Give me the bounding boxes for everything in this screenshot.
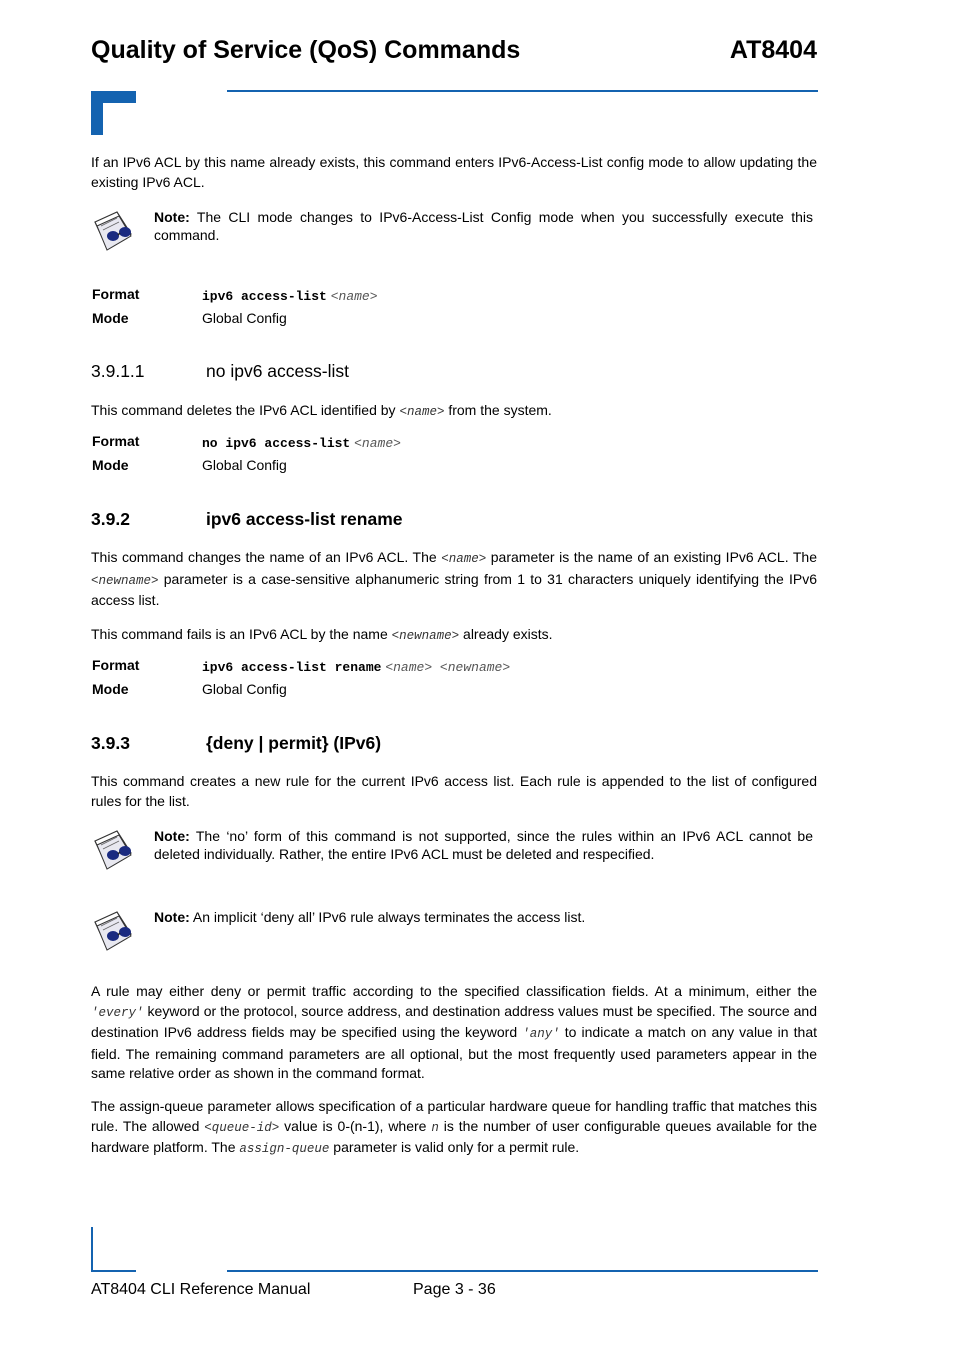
section-3-9-2-paragraph-2: This command fails is an IPv6 ACL by the name <newname> already exists. [91,626,553,643]
section-heading-3-9-3 [91,733,381,754]
note-body: The CLI mode changes to IPv6-Access-List Config mode when you successfully execute this command. [154,209,813,243]
note-label: Note: [154,909,190,925]
section-number: 3.9.3 [91,733,130,753]
mode-label: Mode [92,457,129,473]
top-bracket-vertical [91,91,103,135]
section-title: {deny | permit} (IPv6) [206,733,382,753]
mode-value: Global Config [202,681,287,697]
section-title: no ipv6 access-list [206,361,349,381]
section-title: ipv6 access-list rename [206,509,403,529]
command-arg: <name> <newname> [385,660,511,675]
command-arg: <name> [354,436,401,451]
command-text: no ipv6 access-list [202,436,351,451]
format-value [202,658,510,675]
section-heading-3-9-1-1 [91,361,349,382]
command-arg: <name> [330,289,378,304]
format-value [202,434,401,451]
footer-manual-title: AT8404 CLI Reference Manual [91,1281,311,1298]
mode-value: Global Config [202,457,287,473]
top-rule [227,90,818,92]
bottom-bracket-horizontal [91,1270,136,1272]
format-value [202,287,378,304]
note-body: An implicit ‘deny all’ IPv6 rule always terminates the access list. [189,909,586,925]
note-body: The ‘no’ form of this command is not supported, since the rules within an IPv6 ACL cannot be deleted individually. Rather, the entire IPv6 ACL must be deleted and respecified. [154,828,813,862]
section-3-9-2-paragraph-1: This command changes the name of an IPv6 ACL. The <name> parameter is the name of an existing IPv6 ACL. The <newname> parameter is a case-sensitive alphanumeric string from 1 to 31 characters uniquely identifying the IPv6 access list. [91,549,817,608]
format-label: Format [92,286,140,302]
note-2 [154,828,813,863]
mode-label: Mode [92,310,129,326]
section-3-9-1-1-text: This command deletes the IPv6 ACL identified by <name> from the system. [91,402,552,419]
section-heading-3-9-2 [91,509,403,530]
format-label: Format [92,433,140,449]
header-model: AT8404 [729,36,817,64]
note-label: Note: [154,209,190,225]
note-icon [91,908,137,952]
note-1 [154,209,813,244]
command-text: ipv6 access-list [202,289,327,304]
intro-paragraph: If an IPv6 ACL by this name already exists, this command enters IPv6-Access-List config mode to allow updating the existing IPv6 ACL. [91,154,817,190]
rule-paragraph: A rule may either deny or permit traffic according to the specified classification fields. At a minimum, either the 'every' keyword or the protocol, source address, and destination address values must be specified. The source and destination IPv6 address fields may be specified using the keyword 'any' to indicate a match on any value in that field. The remaining command parameters are all optional, but the most frequently used parameters appear in the same relative order as shown in the command format. [91,983,817,1081]
command-text: ipv6 access-list rename [202,660,382,675]
section-3-9-3-text: This command creates a new rule for the current IPv6 access list. Each rule is appended to the list of configured rules for the list. [91,773,817,809]
section-number: 3.9.1.1 [91,361,145,381]
note-label: Note: [154,828,190,844]
note-3 [154,909,813,927]
assign-queue-paragraph: The assign-queue parameter allows specification of a particular hardware queue for handling traffic that matches this rule. The allowed <queue-id> value is 0-(n-1), where n is the number of user configurable queues available for the hardware platform. The assign-queue parameter is valid only for a permit rule. [91,1098,818,1156]
format-label: Format [92,657,140,673]
note-icon [91,827,137,871]
footer-page-number: Page 3 - 36 [413,1281,496,1298]
mode-value: Global Config [202,310,287,326]
bottom-rule [227,1270,818,1272]
mode-label: Mode [92,681,129,697]
section-number: 3.9.2 [91,509,130,529]
note-icon [91,208,137,252]
bottom-bracket-vertical [91,1227,93,1272]
header-title: Quality of Service (QoS) Commands [91,36,521,64]
